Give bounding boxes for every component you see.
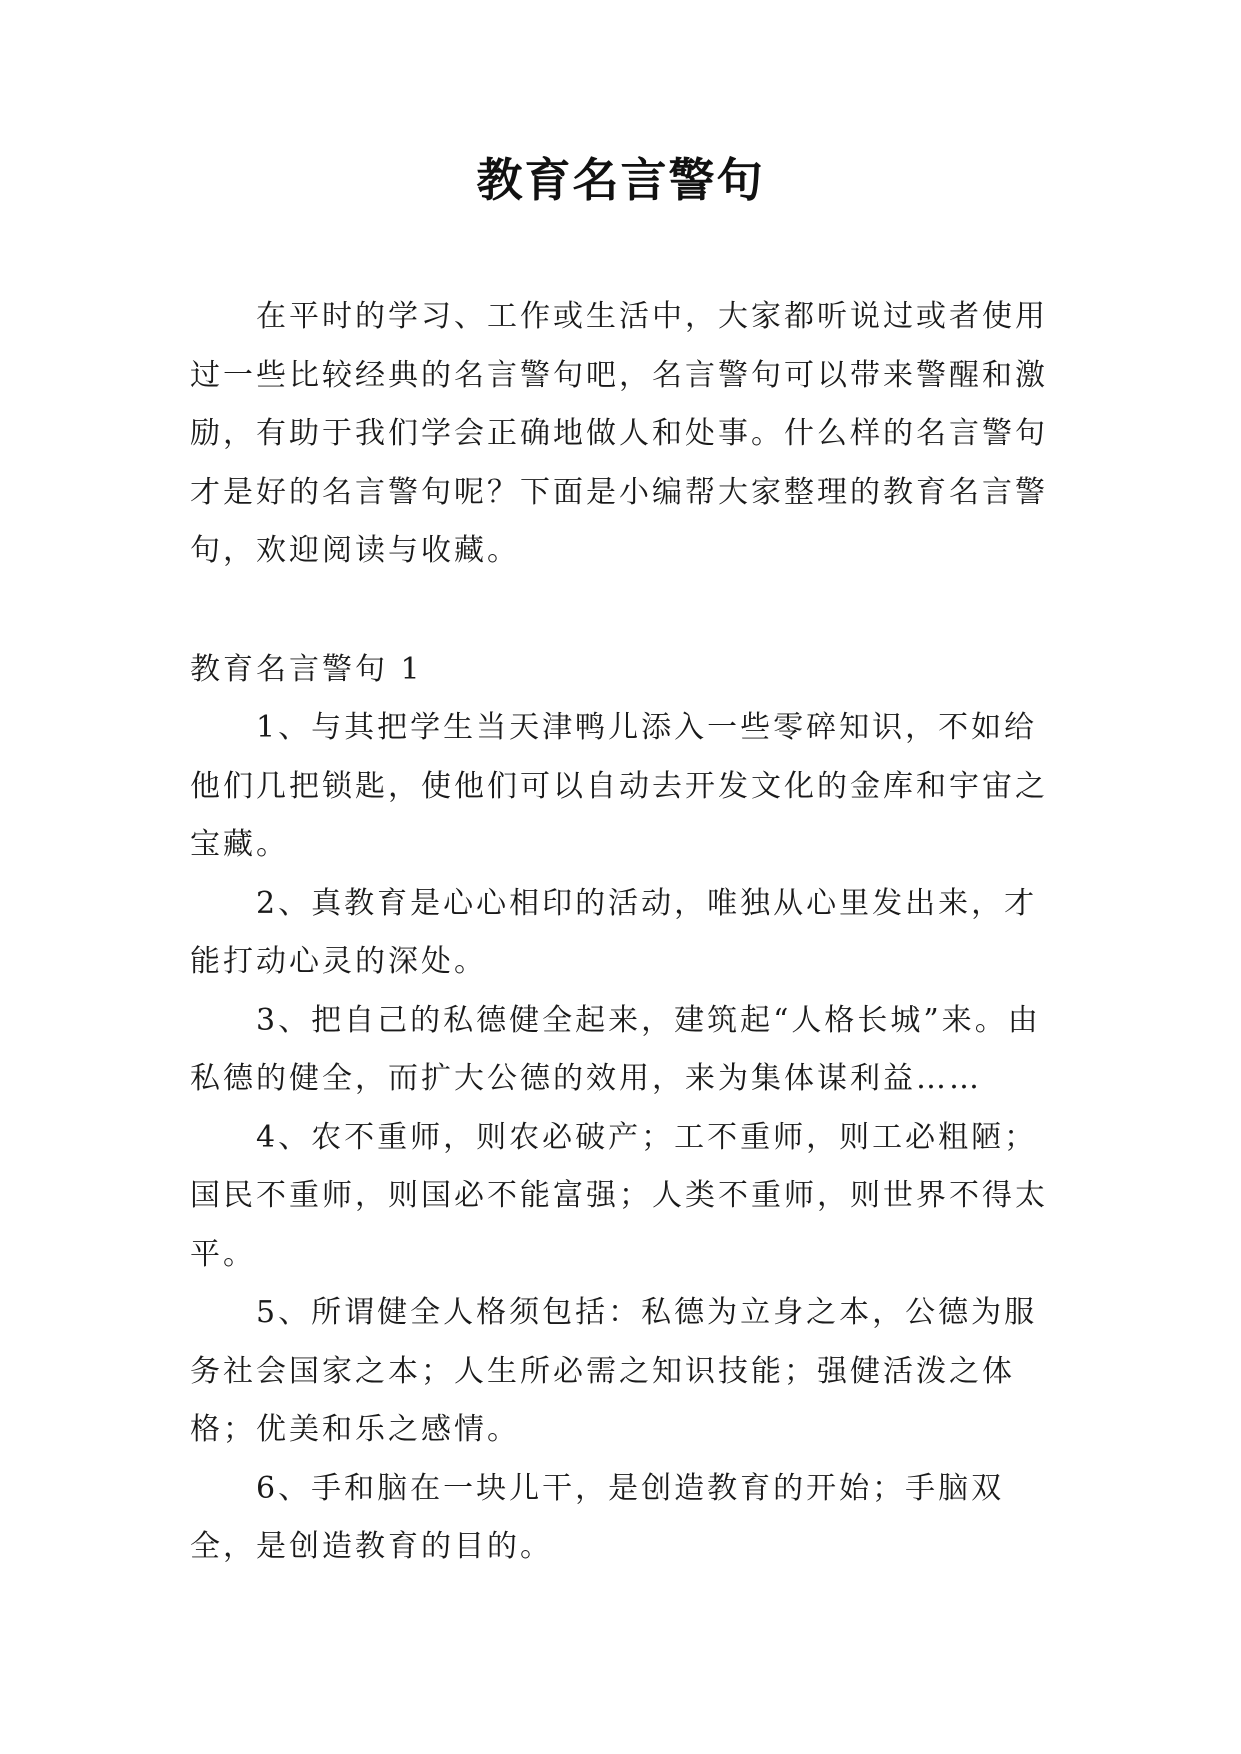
document-title: 教育名言警句 (476, 153, 765, 207)
quote-paragraph: 1、与其把学生当天津鸭儿添入一些零碎知识，不如给他们几把锁匙，使他们可以自动去开发文化的金库和宇宙之宝藏。 (190, 710, 1048, 862)
quote-paragraph: 4、农不重师，则农必破产；工不重师，则工必粗陋；国民不重师，则国必不能富强；人类不重师，则世界不得太平。 (190, 1119, 1048, 1272)
section-heading: 教育名言警句 1 (190, 651, 423, 687)
quote-paragraph: 6、手和脑在一块儿干，是创造教育的开始；手脑双全，是创造教育的目的。 (190, 1470, 1005, 1564)
quote-paragraph: 3、把自己的私德健全起来，建筑起“人格长城”来。由私德的健全，而扩大公德的效用，来为集体谋利益…… (190, 1002, 1041, 1096)
quote-paragraph: 2、真教育是心心相印的活动，唯独从心里发出来，才能打动心灵的深处。 (190, 885, 1038, 979)
intro-paragraph: 在平时的学习、工作或生活中，大家都听说过或者使用过一些比较经典的名言警句吧，名言警句可以带来警醒和激励，有助于我们学会正确地做人和处事。什么样的名言警句才是好的名言警句呢？下面是小编帮大家整理的教育名言警句，欢迎阅读与收藏。 (190, 299, 1048, 568)
quote-paragraph: 5、所谓健全人格须包括：私德为立身之本，公德为服务社会国家之本；人生所必需之知识技能；强健活泼之体格；优美和乐之感情。 (190, 1295, 1038, 1447)
document-body (190, 288, 1070, 1577)
